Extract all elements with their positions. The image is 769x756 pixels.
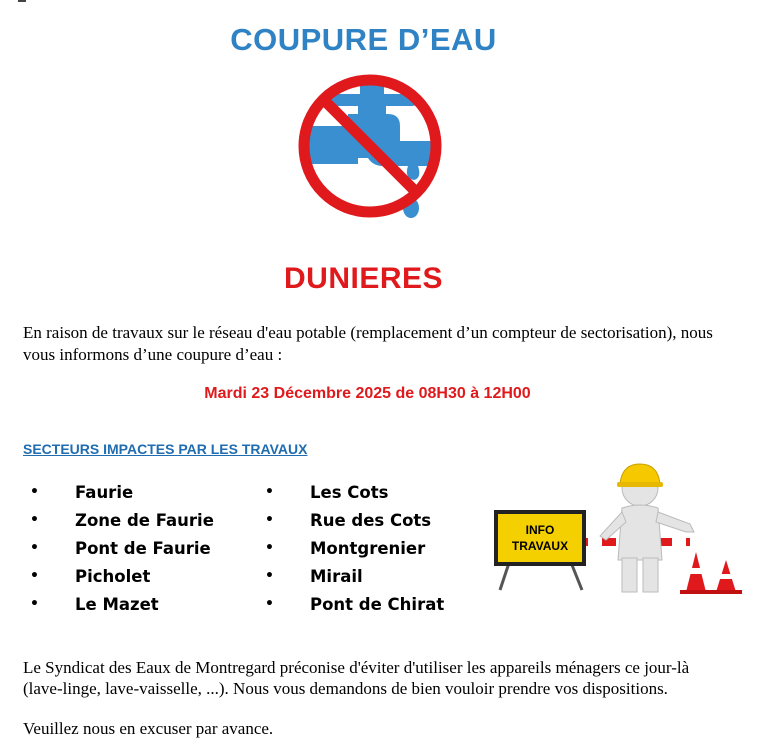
outage-date: Mardi 23 Décembre 2025 de 08H30 à 12H00 (204, 385, 531, 402)
sectors-heading: SECTEURS IMPACTES PAR LES TRAVAUX (23, 441, 308, 457)
bullet-icon: • (265, 596, 274, 612)
sign-line-2: TRAVAUX (511, 539, 569, 553)
bullet-icon: • (30, 484, 39, 500)
bullet-icon: • (30, 512, 39, 528)
sector-item-pont-de-faurie: • Pont de Faurie (30, 538, 211, 558)
bullet-icon: • (265, 568, 274, 584)
no-water-tap-icon (288, 66, 453, 226)
closing-text: Veuillez nous en excuser par avance. (23, 719, 274, 738)
sector-item-montgrenier: • Montgrenier (265, 538, 426, 558)
top-edge-mark (18, 0, 26, 2)
sector-item-le-mazet: • Le Mazet (30, 594, 159, 614)
town-name: DUNIERES (283, 262, 444, 295)
sector-item-faurie: • Faurie (30, 482, 134, 502)
sector-item-les-cots: • Les Cots (265, 482, 389, 502)
sign-line-1: INFO (525, 523, 555, 537)
page-title: COUPURE D’EAU (230, 22, 497, 57)
sectors-column-2 (265, 478, 444, 618)
advice-paragraph: Le Syndicat des Eaux de Montregard préconise d'éviter d'utiliser les appareils ménagers ce jour-là (lave-linge, lave-vaisselle, ...). Nous vous demandons de bien vouloir prendre vos dispositions. (23, 658, 690, 698)
bullet-icon: • (265, 540, 274, 556)
bullet-icon: • (30, 568, 39, 584)
sector-item-picholet: • Picholet (30, 566, 151, 586)
bullet-icon: • (265, 484, 274, 500)
sectors-column-1 (30, 478, 214, 618)
sector-item-mirail: • Mirail (265, 566, 363, 586)
intro-text: En raison de travaux sur le réseau d'eau potable (remplacement d’un compteur de sectorisation), nous vous informons d’une coupure d’eau : (23, 323, 713, 364)
bullet-icon: • (265, 512, 274, 528)
sector-item-pont-de-chirat: • Pont de Chirat (265, 594, 445, 614)
bullet-icon: • (30, 540, 39, 556)
info-travaux-worker-icon (490, 460, 750, 600)
bullet-icon: • (30, 596, 39, 612)
sector-item-rue-des-cots: • Rue des Cots (265, 510, 432, 530)
sector-item-zone-de-faurie: • Zone de Faurie (30, 510, 214, 530)
